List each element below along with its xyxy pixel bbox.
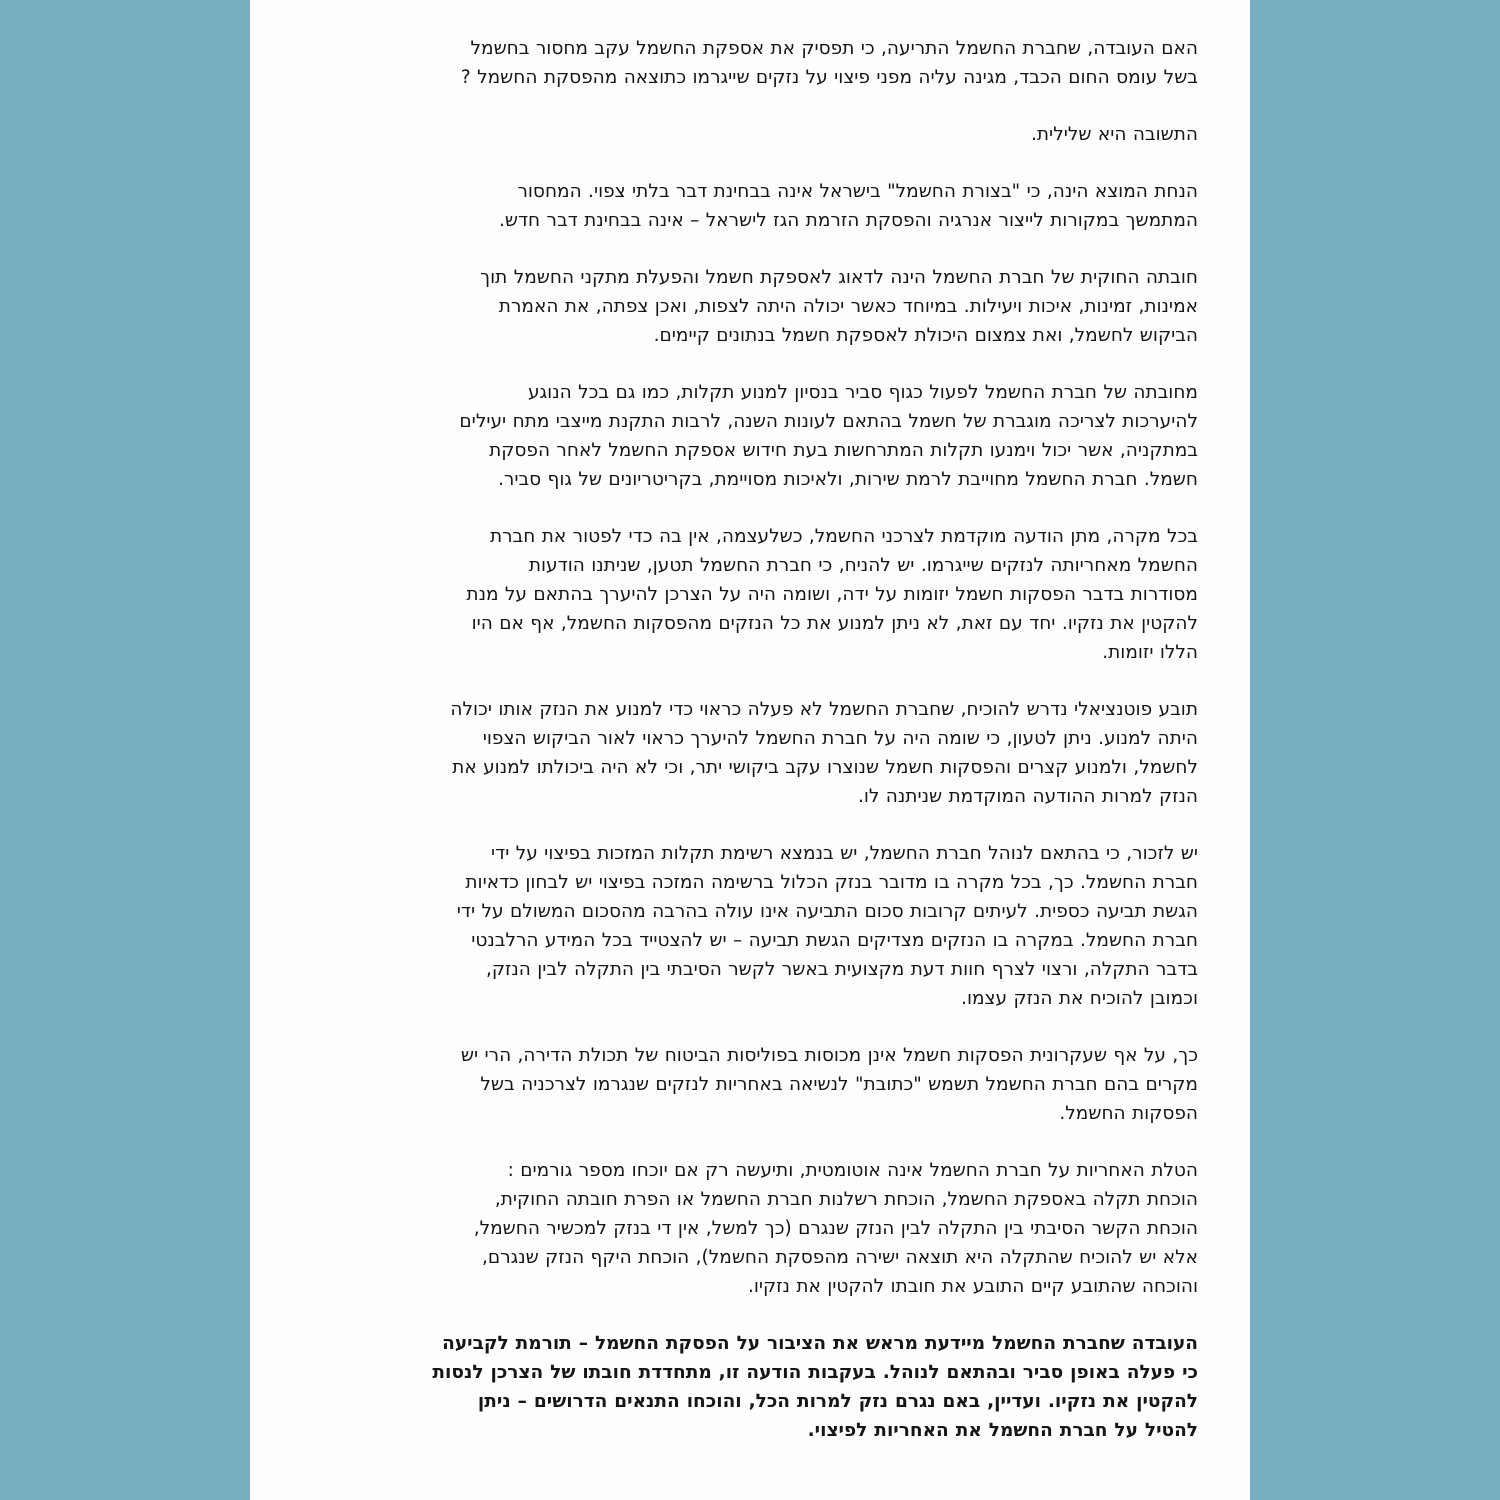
paragraph-liability	[302, 1156, 1198, 1301]
text-line: היתה למנוע. ניתן לטעון, כי שומה היה על חברת החשמל להיערך כראוי לאור הביקוש הצפוי	[482, 728, 1198, 749]
text-line: כי פעלה באופן סביר ובהתאם לנוהל. בעקבות הודעה זו, מתחדדת חובתו של הצרכן לנסות	[432, 1362, 1198, 1383]
text-line: יש לזכור, כי בהתאם לנוהל חברת החשמל, יש בנמצא רשימת תקלות המזכות בפיצוי על ידי	[490, 843, 1198, 864]
text-line: בשל עומס החום הכבד, מגינה עליה מפני פיצוי על נזקים שייגרמו כתוצאה מהפסקת החשמל ?	[460, 67, 1198, 88]
text-line: הגשת תביעה כספית. לעיתים קרובות סכום התביעה אינו עולה בהרבה מהסכום המשולם על ידי	[456, 901, 1198, 922]
text-line: המתמשך במקורות לייצור אנרגיה והפסקת הזרמת הגז לישראל – אינה בבחינת דבר חדש.	[498, 210, 1198, 231]
text-line: חובתה החוקית של חברת החשמל הינה לדאוג לאספקת חשמל והפעלת מתקני החשמל תוך	[480, 267, 1198, 288]
paragraph-insurance	[302, 1041, 1198, 1128]
text-line: חשמל. חברת החשמל מחוייבת לרמת שירות, ולאיכות מסויימת, בקריטריונים של גוף סביר.	[498, 469, 1198, 490]
paragraph-question	[302, 34, 1198, 92]
text-line: מקרים בהם חברת החשמל תשמש "כתובת" לנשיאה באחריות לנזקים שנגרמו לצרכניה בשל	[480, 1074, 1198, 1095]
text-line: כך, על אף שעקרונית הפסקות חשמל אינן מכוסות בפוליסות הביטוח של תכולת הדירה, הרי יש	[460, 1045, 1198, 1066]
text-line: העובדה שחברת החשמל מיידעת מראש את הציבור על הפסקת החשמל – תורמת לקביעה	[442, 1333, 1198, 1354]
text-line: מחובתה של חברת החשמל לפעול כגוף סביר בנסיון למנוע תקלות, כמו גם בכל הנוגע	[527, 382, 1198, 403]
text-line: חברת החשמל. במקרה בו הנזקים מצדיקים הגשת תביעה – יש להצטייד בכל המידע הרלבנטי	[471, 930, 1198, 951]
text-line: להטיל על חברת החשמל את האחריות לפיצוי.	[807, 1420, 1198, 1441]
text-line: החשמל מאחריותה לנזקים שייגרמו. יש להניח, כי חברת החשמל תטען, שניתנו הודעות	[528, 555, 1198, 576]
text-line: הוכחת הקשר הסיבתי בין התקלה לבין הנזק שנגרם (כך למשל, אין די בנזק למכשיר החשמל,	[473, 1218, 1198, 1239]
paragraph-obligation	[302, 378, 1198, 494]
text-line: הביקוש לחשמל, ואת צמצום היכולת לאספקת חשמל בנתונים קיימים.	[653, 325, 1198, 346]
text-line: וכמובן להוכיח את הנזק עצמו.	[961, 988, 1198, 1009]
text-line: האם העובדה, שחברת החשמל התריעה, כי תפסיק את אספקת החשמל עקב מחסור בחשמל	[470, 38, 1198, 59]
paragraph-premise	[302, 177, 1198, 235]
text-line: בכל מקרה, מתן הודעה מוקדמת לצרכני החשמל, כשלעצמה, אין בה כדי לפטור את חברת	[489, 526, 1198, 547]
paragraph-procedure	[302, 839, 1198, 1013]
paragraph-answer	[302, 120, 1198, 149]
text-line: הנזק למרות ההודעה המוקדמת שניתנה לו.	[857, 786, 1198, 807]
text-line: תובע פוטנציאלי נדרש להוכיח, שחברת החשמל לא פעלה כראוי כדי למנוע את הנזק אותו יכולה	[450, 699, 1198, 720]
text-line: הללו יזומות.	[1102, 642, 1198, 663]
text-line: להקטין את נזקיו. ועדיין, באם נגרם נזק למרות הכל, והוכחו התנאים הדרושים – ניתן	[477, 1391, 1198, 1412]
text-line: חברת החשמל. כך, בכל מקרה בו מדובר בנזק הכלול ברשימה המזכה בפיצוי יש לבחון כדאיות	[465, 872, 1198, 893]
text-line: להקטין את נזקיו. יחד עם זאת, לא ניתן למנוע את כל הנזקים מהפסקות החשמל, אף אם היו	[471, 613, 1198, 634]
text-line: הנחת המוצא הינה, כי "בצורת החשמל" בישראל אינה בבחינת דבר בלתי צפוי. המחסור	[517, 181, 1198, 202]
text-line: והוכחה שהתובע קיים התובע את חובתו להקטין את נזקיו.	[747, 1276, 1198, 1297]
text-line: אמינות, זמינות, איכות ויעילות. במיוחד כאשר יכולה היתה לצפות, ואכן צפתה, את האמרת	[498, 296, 1198, 317]
text-line: לחשמל, ולמנוע קצרים והפסקות חשמל שנוצרו עקב ביקושי יתר, וכי לא היה ביכולתו למנוע את	[452, 757, 1198, 778]
text-line: הוכחת תקלה באספקת החשמל, הוכחת רשלנות חברת החשמל או הפרת חובתה החוקית,	[494, 1189, 1198, 1210]
text-line: התשובה היא שלילית.	[1031, 124, 1198, 145]
text-line: אלא יש להוכיח שהתקלה היא תוצאה ישירה מהפסקת החשמל), הוכחת היקף הנזק שנגרם,	[482, 1247, 1198, 1268]
text-line: הטלת האחריות על חברת החשמל אינה אוטומטית, ותיעשה רק אם יוכחו מספר גורמים :	[507, 1160, 1198, 1181]
text-line: מסודרות בדבר הפסקות חשמל יזומות על ידה, ושומה היה על הצרכן להיערך בהתאם על מנת	[466, 584, 1198, 605]
text-line: בדבר התקלה, ורצוי לצרף חוות דעת מקצועית באשר לקשר הסיבתי בין התקלה לבין הנזק,	[485, 959, 1198, 980]
text-line: הפסקות החשמל.	[1059, 1103, 1198, 1124]
document-page	[250, 0, 1250, 1500]
paragraph-conclusion	[302, 1329, 1198, 1445]
paragraph-plaintiff	[302, 695, 1198, 811]
text-line: להיערכות לצריכה מוגברת של חשמל בהתאם לעונות השנה, לרבות התקנת מייצבי מתח יעילים	[459, 411, 1198, 432]
paragraph-legal-duty	[302, 263, 1198, 350]
text-line: במתקניה, אשר יכול וימנעו תקלות המתרחשות בעת חידוש אספקת החשמל לאחר הפסקת	[489, 440, 1198, 461]
paragraph-advance-notice	[302, 522, 1198, 667]
